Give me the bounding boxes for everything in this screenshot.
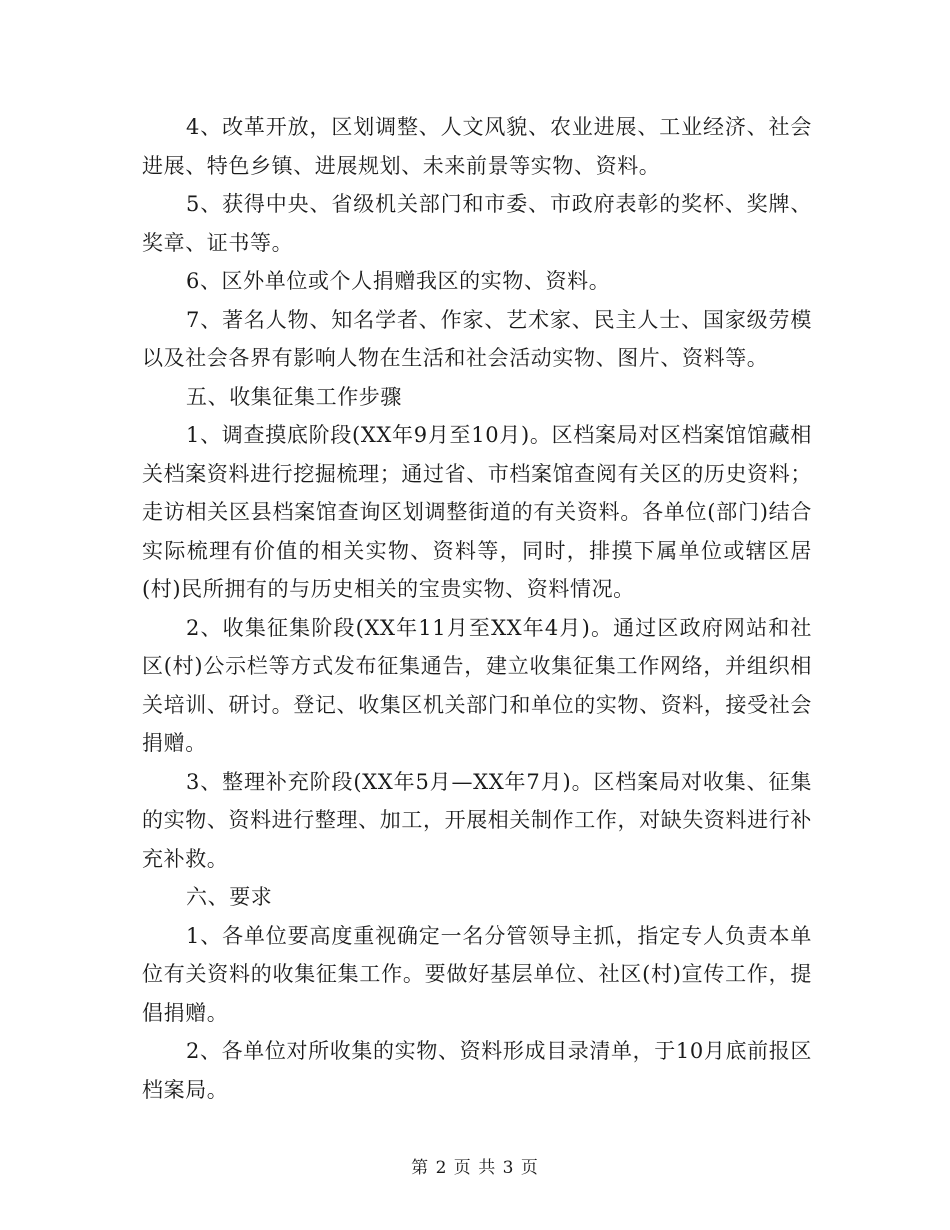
- paragraph-step-1: 1、调查摸底阶段(XX年9月至10月)。区档案局对区档案馆馆藏相关档案资料进行挖掘梳理；通过省、市档案馆查阅有关区的历史资料；走访相关区县档案馆查询区划调整街道的有关资料。各单位(部门)结合实际梳理有价值的相关实物、资料等，同时，排摸下属单位或辖区居(村)民所拥有的与历史相关的宝贵实物、资料情况。: [142, 423, 812, 601]
- paragraph-item-4: 4、改革开放，区划调整、人文风貌、农业进展、工业经济、社会进展、特色乡镇、进展规划、未来前景等实物、资料。: [142, 115, 812, 178]
- paragraph-step-3: 3、整理补充阶段(XX年5月—XX年7月)。区档案局对收集、征集的实物、资料进行整理、加工，开展相关制作工作，对缺失资料进行补充补救。: [142, 769, 812, 871]
- section-heading-steps: 五、收集征集工作步骤: [186, 384, 402, 409]
- paragraph-item-5: 5、获得中央、省级机关部门和市委、市政府表彰的奖杯、奖牌、奖章、证书等。: [142, 192, 812, 255]
- paragraph-item-7: 7、著名人物、知名学者、作家、艺术家、民主人士、国家级劳模以及社会各界有影响人物在生活和社会活动实物、图片、资料等。: [142, 307, 812, 370]
- paragraph-item-6: 6、区外单位或个人捐赠我区的实物、资料。: [186, 269, 611, 293]
- paragraph-requirement-2: 2、各单位对所收集的实物、资料形成目录清单，于10月底前报区档案局。: [142, 1039, 812, 1102]
- page-footer: 第 2 页 共 3 页: [411, 1158, 539, 1178]
- document-body: [142, 108, 812, 1109]
- paragraph-step-2: 2、收集征集阶段(XX年11月至XX年4月)。通过区政府网站和社区(村)公示栏等方式发布征集通告，建立收集征集工作网络，并组织相关培训、研讨。登记、收集区机关部门和单位的实物、资料，接受社会捐赠。: [142, 615, 812, 755]
- section-heading-requirements: 六、要求: [186, 885, 273, 909]
- paragraph-requirement-1: 1、各单位要高度重视确定一名分管领导主抓，指定专人负责本单位有关资料的收集征集工作。要做好基层单位、社区(村)宣传工作，提倡捐赠。: [142, 923, 812, 1025]
